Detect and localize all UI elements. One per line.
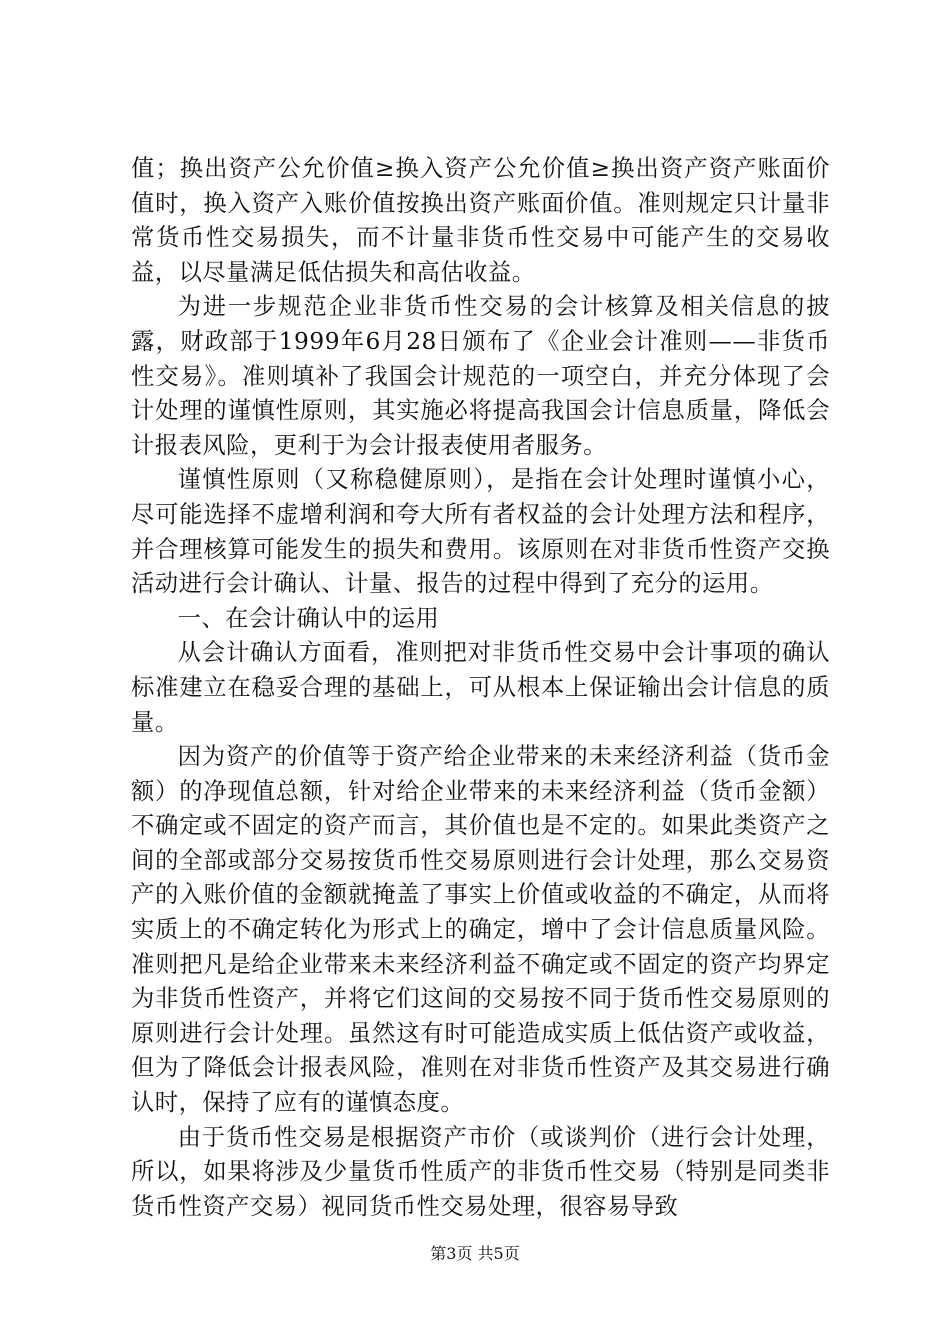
paragraph-regulation-intro: 为进一步规范企业非货币性交易的会计核算及相关信息的披露，财政部于1999年6月28日颁布了《企业会计准则——非货币性交易》。准则填补了我国会计规范的一项空白，并充分体现了会计处理的谨慎性原则，其实施必将提高我国会计信息质量，降低会计报表风险，更利于为会计报表使用者服务。 <box>131 293 830 459</box>
document-body <box>131 152 830 1224</box>
paragraph-recognition-overview: 从会计确认方面看，准则把对非货币性交易中会计事项的确认标准建立在稳妥合理的基础上，可从根本上保证输出会计信息的质量。 <box>131 639 830 736</box>
section-heading-recognition: 一、在会计确认中的运用 <box>177 604 440 632</box>
page-footer: 第3页 共5页 <box>430 1244 520 1263</box>
paragraph-monetary-transaction: 由于货币性交易是根据资产市价（或谈判价（进行会计处理，所以，如果将涉及少量货币性质产的非货币性交易（特别是同类非货币性资产交易）视同货币性交易处理，很容易导致 <box>131 1123 830 1220</box>
paragraph-prudence-principle: 谨慎性原则（又称稳健原则），是指在会计处理时谨慎小心，尽可能选择不虚增利润和夸大所有者权益的会计处理方法和程序，并合理核算可能发生的损失和费用。该原则在对非货币性资产交换活动进行会计确认、计量、报告的过程中得到了充分的运用。 <box>131 466 830 598</box>
paragraph-asset-value: 因为资产的价值等于资产给企业带来的未来经济利益（货币金额）的净现值总额，针对给企业带来的未来经济利益（货币金额）不确定或不固定的资产而言，其价值也是不定的。如果此类资产之间的全部或部分交易按货币性交易原则进行会计处理，那么交易资产的入账价值的金额就掩盖了事实上价值或收益的不确定，从而将实质上的不确定转化为形式上的确定，增中了会计信息质量风险。准则把凡是给企业带来未来经济利益不确定或不固定的资产均界定为非货币性资产，并将它们这间的交易按不同于货币性交易原则的原则进行会计处理。虽然这有时可能造成实质上低估资产或收益，但为了降低会计报表风险，准则在对非货币性资产及其交易进行确认时，保持了应有的谨慎态度。 <box>131 743 830 1117</box>
paragraph-continuation: 值；换出资产公允价值≥换入资产公允价值≥换出资产资产账面价值时，换入资产入账价值按换出资产账面价值。准则规定只计量非常货币性交易损失，而不计量非货币性交易中可能产生的交易收益，以尽量满足低估损失和高估收益。 <box>131 155 830 286</box>
